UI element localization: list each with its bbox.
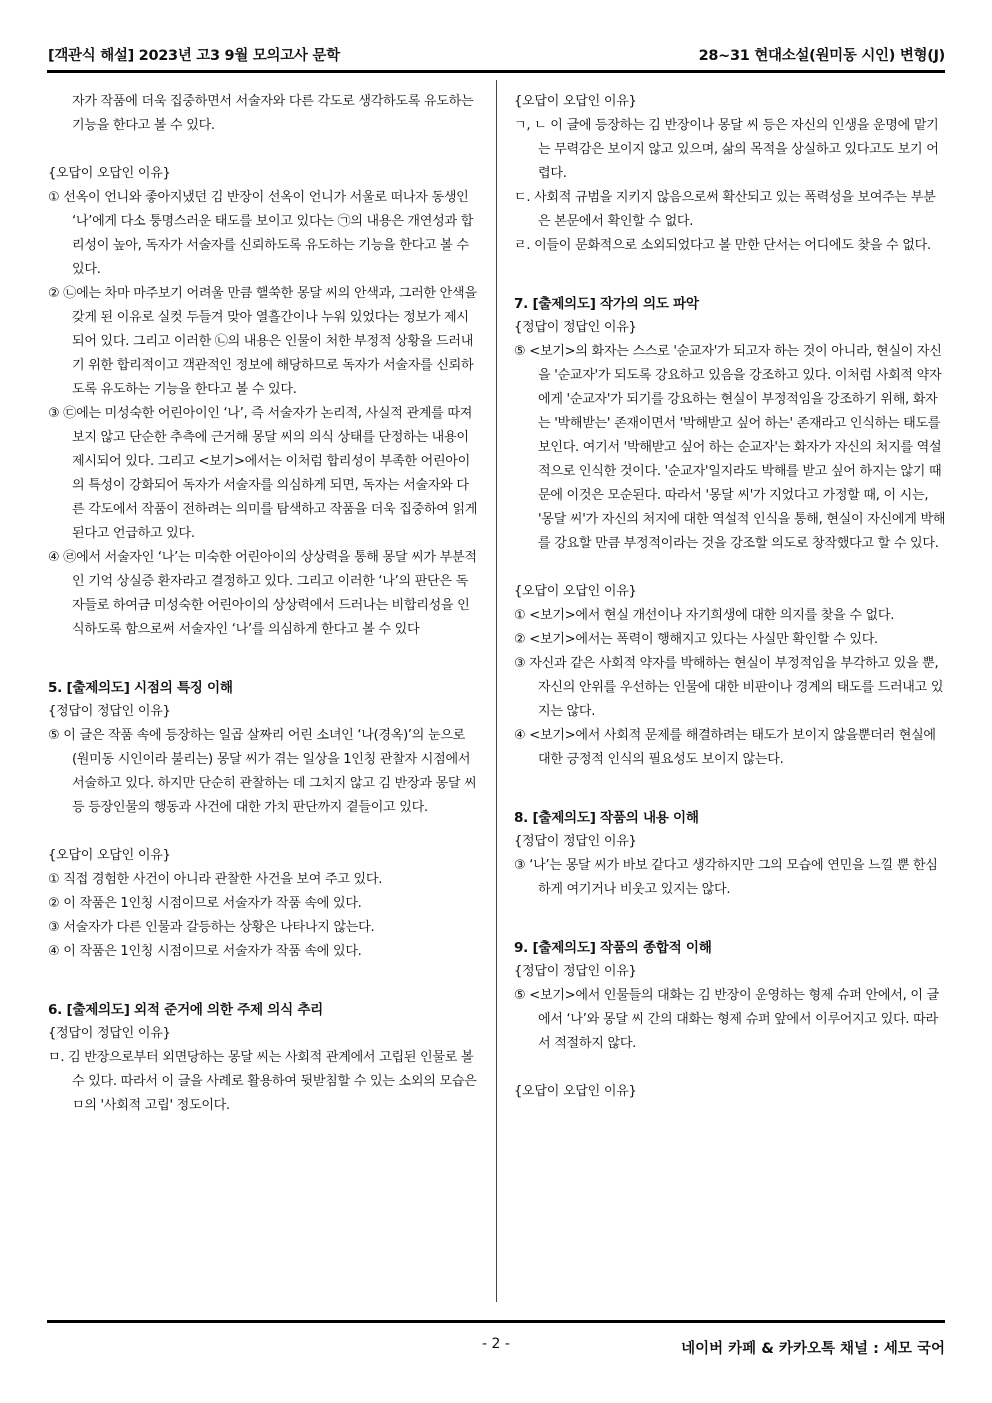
subheading: {정답이 정답인 이유}	[514, 834, 637, 849]
subheading: {정답이 정답인 이유}	[514, 964, 637, 979]
footer-channel: 네이버 카페 & 카카오톡 채널 : 세모 국어	[681, 1341, 945, 1357]
paragraph: ⑤ 이 글은 작품 속에 등장하는 일곱 살짜리 어린 소녀인 ‘나(경옥)’의 눈으로 (원미동 시인이라 불리는) 몽달 씨가 겪는 일상을 1인칭 관찰자 시점에서 서술하고 있다. 하지만 단순히 관찰하는 데 그치지 않고 김 반장과 몽달 씨 등 등장인물의 행동과 사건에 대한 가치 판단까지 곁들이고 있다.	[48, 728, 477, 815]
paragraph: ⑤ <보기>에서 인물들의 대화는 김 반장이 운영하는 형제 슈퍼 안에서, 이 글에서 ‘나’와 몽달 씨 간의 대화는 형제 슈퍼 앞에서 이루어지고 있다. 따라서 적절하지 않다.	[514, 988, 939, 1051]
footer-rule	[47, 1320, 945, 1323]
spacer	[48, 642, 478, 676]
paragraph: ① <보기>에서 현실 개선이나 자기희생에 대한 의지를 찾을 수 없다.	[514, 608, 895, 623]
paragraph: ② 이 작품은 1인칭 시점이므로 서술자가 작품 속에 있다.	[48, 896, 362, 911]
spacer	[514, 1056, 946, 1080]
paragraph: ② <보기>에서는 폭력이 행해지고 있다는 사실만 확인할 수 있다.	[514, 632, 878, 647]
column-divider	[496, 80, 497, 1302]
paragraph: ③ ㉢에는 미성숙한 어린아이인 ‘나’, 즉 서술자가 논리적, 사실적 관계를 따져 보지 않고 단순한 추측에 근거해 몽달 씨의 의식 상태를 단정하는 내용이 제시되어 있다. 그리고 <보기>에서는 이처럼 합리성이 부족한 어린아이의 특성이 강화되어 독자가 서술자를 의심하게 되면, 독자는 서술자와 다른 각도에서 작품이 전하려는 의미를 탐색하고 작품을 더욱 집중하여 읽게 된다고 언급하고 있다.	[48, 406, 478, 541]
paragraph: ④ ㉣에서 서술자인 ‘나’는 미숙한 어린아이의 상상력을 통해 몽달 씨가 부분적인 기억 상실증 환자라고 결정하고 있다. 그리고 이러한 ‘나’의 판단은 독자들로 하여금 미성숙한 어린아이의 상상력에서 드러나는 비합리성을 인식하도록 함으로써 서술자인 ‘나’를 의심하게 한다고 볼 수 있다	[48, 550, 477, 637]
page-number: - 2 -	[482, 1336, 510, 1352]
spacer	[514, 902, 946, 936]
paragraph: 자가 작품에 더욱 집중하면서 서술자와 다른 각도로 생각하도록 유도하는 기능을 한다고 볼 수 있다.	[72, 94, 474, 133]
spacer	[514, 258, 946, 292]
paragraph: ② ㉡에는 차마 마주보기 어려울 만큼 핼쑥한 몽달 씨의 안색과, 그러한 안색을 갖게 된 이유로 실컷 두들겨 맞아 열흘간이나 누워 있었다는 정보가 제시되어 있다. 그리고 이러한 ㉡의 내용은 인물이 처한 부정적 상황을 드러내기 위한 합리적이고 객관적인 정보에 해당하므로 독자가 서술자를 신뢰하도록 유도하는 기능을 한다고 볼 수 있다.	[48, 286, 477, 397]
section-heading: 8. [출제의도] 작품의 내용 이해	[514, 810, 699, 826]
header-subtitle: 28~31 현대소설(원미동 시인) 변형(J)	[698, 48, 945, 64]
subheading: {오답이 오답인 이유}	[514, 1084, 637, 1099]
subheading: {오답이 오답인 이유}	[48, 166, 171, 181]
paragraph: ① 직접 경험한 사건이 아니라 관찰한 사건을 보여 주고 있다.	[48, 872, 383, 887]
header-rule	[47, 70, 945, 73]
spacer	[48, 964, 478, 998]
paragraph: ㄷ. 사회적 규범을 지키지 않음으로써 확산되고 있는 폭력성을 보여주는 부분은 본문에서 확인할 수 없다.	[514, 190, 936, 229]
paragraph: ㄹ. 이들이 문화적으로 소외되었다고 볼 만한 단서는 어디에도 찾을 수 없다.	[514, 238, 931, 253]
spacer	[514, 556, 946, 580]
paragraph: ③ ‘나’는 몽달 씨가 바보 같다고 생각하지만 그의 모습에 연민을 느낄 뿐 한심하게 여기거나 비웃고 있지는 않다.	[514, 858, 938, 897]
subheading: {정답이 정답인 이유}	[48, 704, 171, 719]
right-column	[514, 90, 946, 1104]
left-column	[48, 90, 478, 1118]
paragraph: ㅁ. 김 반장으로부터 외면당하는 몽달 씨는 사회적 관계에서 고립된 인물로 볼 수 있다. 따라서 이 글을 사례로 활용하여 뒷받침할 수 있는 소외의 모습은 ㅁ의 '사회적 고립' 정도이다.	[48, 1050, 477, 1113]
subheading: {정답이 정답인 이유}	[514, 320, 637, 335]
spacer	[48, 138, 478, 162]
subheading: {오답이 오답인 이유}	[514, 94, 637, 109]
paragraph: ③ 자신과 같은 사회적 약자를 박해하는 현실이 부정적임을 부각하고 있을 뿐, 자신의 안위를 우선하는 인물에 대한 비판이나 경계의 태도를 드러내고 있지는 않다.	[514, 656, 944, 719]
section-heading: 7. [출제의도] 작가의 의도 파악	[514, 296, 699, 312]
subheading: {오답이 오답인 이유}	[48, 848, 171, 863]
paragraph: ③ 서술자가 다른 인물과 갈등하는 상황은 나타나지 않는다.	[48, 920, 375, 935]
section-heading: 9. [출제의도] 작품의 종합적 이해	[514, 940, 712, 956]
paragraph: ① 선옥이 언니와 좋아지냈던 김 반장이 선옥이 언니가 서울로 떠나자 동생인 ‘나’에게 다소 퉁명스러운 태도를 보이고 있다는 ㉠의 내용은 개연성과 합리성이 높아, 독자가 서술자를 신뢰하도록 유도하는 기능을 한다고 볼 수 있다.	[48, 190, 474, 277]
paragraph: ④ <보기>에서 사회적 문제를 해결하려는 태도가 보이지 않을뿐더러 현실에 대한 긍정적 인식의 필요성도 보이지 않는다.	[514, 728, 936, 767]
paragraph: ④ 이 작품은 1인칭 시점이므로 서술자가 작품 속에 있다.	[48, 944, 362, 959]
paragraph: ㄱ, ㄴ 이 글에 등장하는 김 반장이나 몽달 씨 등은 자신의 인생을 운명에 맡기는 무력감은 보이지 않고 있으며, 삶의 목적을 상실하고 있다고도 보기 어렵다.	[514, 118, 939, 181]
subheading: {오답이 오답인 이유}	[514, 584, 637, 599]
subheading: {정답이 정답인 이유}	[48, 1026, 171, 1041]
section-heading: 5. [출제의도] 시점의 특징 이해	[48, 680, 233, 696]
section-heading: 6. [출제의도] 외적 준거에 의한 주제 의식 추리	[48, 1002, 324, 1018]
paragraph: ⑤ <보기>의 화자는 스스로 '순교자'가 되고자 하는 것이 아니라, 현실이 자신을 '순교자'가 되도록 강요하고 있음을 강조하고 있다. 이처럼 사회적 약자에게 '순교자'가 되기를 강요하는 현실이 부정적임을 강조하기 위해, 화자는 '박해받는' 존재이면서 '박해받고 싶어 하는' 존재라고 인식하는 태도를 보인다. 여기서 '박해받고 싶어 하는 순교자'는 화자가 자신의 처지를 역설적으로 인식한 것이다. '순교자'일지라도 박해를 받고 싶어 하지는 않기 때문에 이것은 모순된다. 따라서 '몽달 씨'가 지었다고 가정할 때, 이 시는, '몽달 씨'가 자신의 처지에 대한 역설적 인식을 통해, 현실이 자신에게 박해를 강요할 만큼 부정적이라는 것을 강조할 의도로 창작했다고 할 수 있다.	[514, 344, 946, 551]
header-title: [객관식 해설] 2023년 고3 9월 모의고사 문학	[48, 48, 340, 64]
spacer	[514, 772, 946, 806]
spacer	[48, 820, 478, 844]
